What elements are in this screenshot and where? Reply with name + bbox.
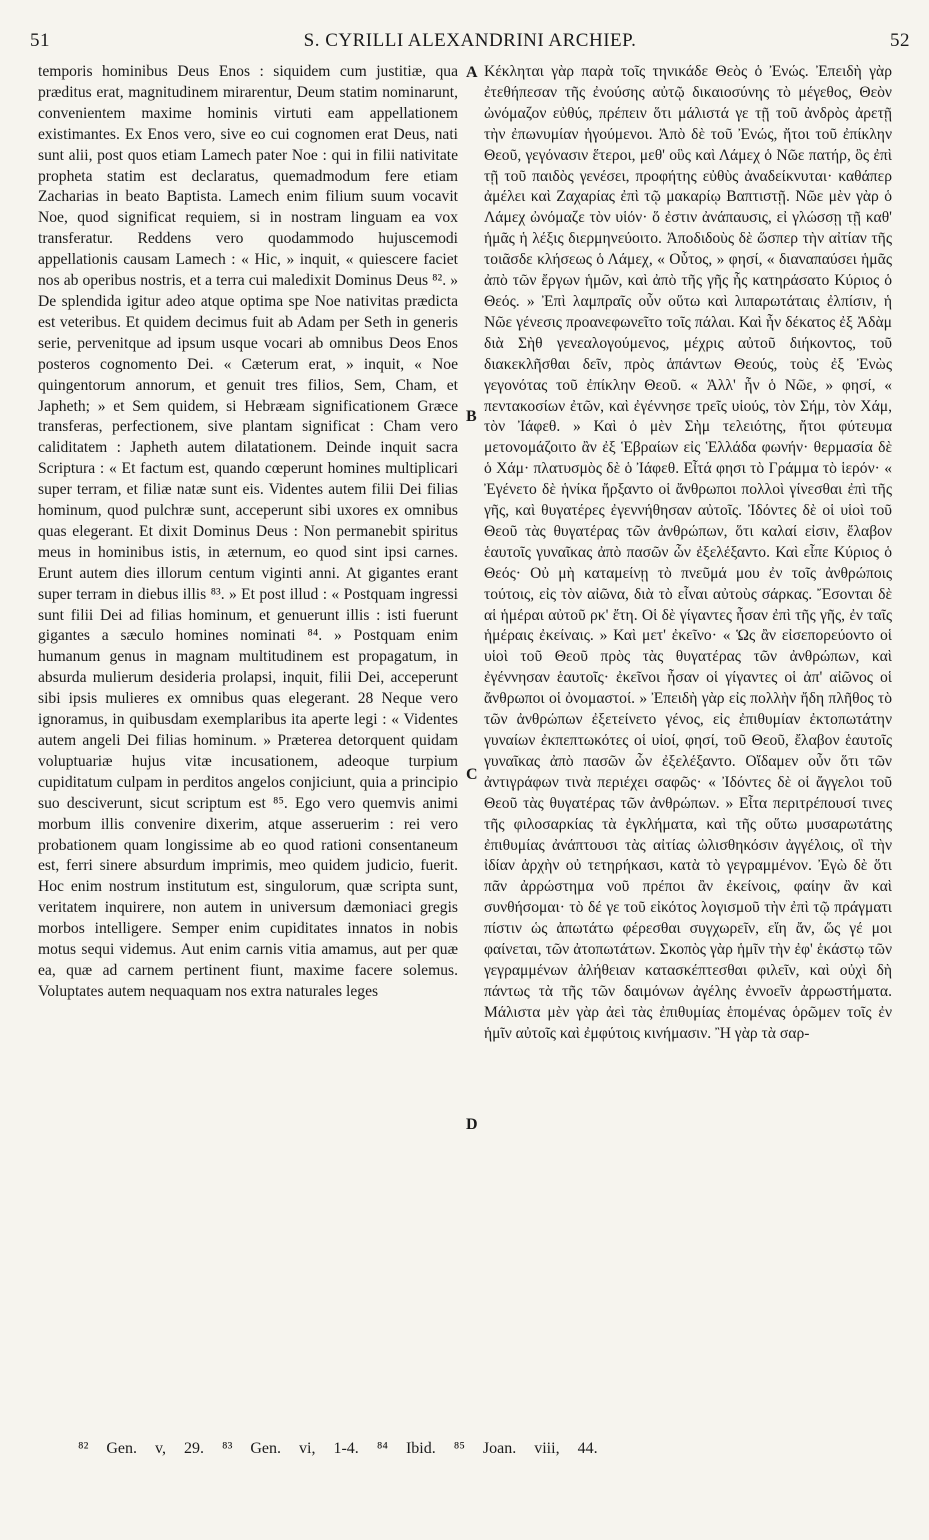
running-title: S. CYRILLI ALEXANDRINI ARCHIEP. [303,30,637,51]
column-marker-d: D [466,1116,478,1133]
greek-text: Κέκληται γὰρ παρὰ τοῖς τηνικάδε Θεὸς ὁ Ἐνώς. Ἐπειδὴ γὰρ ἐτεθήπεσαν τῆς ἐνούσης αὐτῷ δικαιοσύνης τὸ μέγεθος, Θεὸν ὠνόμαζον εὐθύς, πρέπειν ὅτι μάλιστά γε τῇ τοῦ ἀνδρὸς ἀρετῇ τὴν ἐπωνυμίαν ἡγούμενοι. Ἀπὸ δὲ τοῦ Ἐνώς, ἤτοι τοῦ ἐπίκλην Θεοῦ, γεγόνασιν ἕτεροι, μεθ' οὓς καὶ Λάμεχ ὁ Νῶε πατήρ, ὃς ἐπὶ τῇ τοῦ παιδὸς γενέσει, προφήτης εὐθὺς ἀναδείκνυται· καθάπερ ἀμέλει καὶ Ζαχαρίας ἐπὶ τῷ μακαρίῳ Βαπτιστῇ. Νῶε μὲν γὰρ ὁ Λάμεχ ὠνόμαζε τὸν υἱόν· ὅ ἐστιν ἀνάπαυσις, εἰ γλώσσῃ τῇ καθ' ἡμᾶς ἡ λέξις διερμηνεύοιτο. Ἀποδιδοὺς δὲ ὥσπερ τὴν αἰτίαν τῆς τοιᾶσδε κλήσεως ὁ Λάμεχ, « Οὗτος, » φησί, « διαναπαύσει ἡμᾶς ἀπὸ τῶν ἔργων ἡμῶν, καὶ ἀπὸ τῆς γῆς ἧς κατηράσατο Κύριος ὁ Θεός. » Ἐπὶ λαμπραῖς οὖν οὕτω καὶ λιπαρωτάταις ἐλπίσιν, ἡ Νῶε γένεσις προανεφωνεῖτο τοῖς πάλαι. Καὶ ἦν δέκατος ἐξ Ἀδὰμ διὰ Σὴθ γενεαλογούμενος, μέχρις αὐτοῦ διήκοντος, τοῦ διακεκλῆσθαι δεῖν, πρὸς ἁπάντων Θεούς, τοὺς ἐξ Ἐνὼς γεγονότας τοῦ ἐπίκλην Θεοῦ. « Ἀλλ' ἦν ὁ Νῶε, » φησί, « πεντακοσίων ἐτῶν, καὶ ἐγέννησε τρεῖς υἱούς, τὸν Σήμ, τὸν Χάμ, τὸν Ἰάφεθ. » Καὶ ὁ μὲν Σὴμ τελειότης, ἤτοι φύτευμα μετονομάζοιτο ἂν ἐξ Ἑβραίων εἰς Ἑλλάδα φωνήν· θερμασία δὲ ὁ Χάμ· πλατυσμὸς δὲ ὁ Ἰάφεθ. Εἶτά φησι τὸ Γράμμα τὸ ἱερόν· « Ἐγένετο δὲ ἡνίκα ἤρξαντο οἱ ἄνθρωποι πολλοὶ γίνεσθαι ἐπὶ τῆς γῆς, καὶ θυγατέρες ἐγεννήθησαν αὐτοῖς. Ἰδόντες δὲ οἱ υἱοὶ τοῦ Θεοῦ τὰς θυγατέρας τῶν ἀνθρώπων, ὅτι καλαί εἰσιν, ἔλαβον ἑαυτοῖς γυναῖκας ἀπὸ πασῶν ὧν ἐξελέξαντο. Καὶ εἶπε Κύριος ὁ Θεός· Οὐ μὴ καταμείνῃ τὸ πνεῦμά μου ἐν τοῖς ἀνθρώποις τούτοις, εἰς τὸν αἰῶνα, διὰ τὸ εἶναι αὐτοὺς σάρκας. Ἔσονται δὲ αἱ ἡμέραι αὐτοῦ ρκ' ἔτη. Οἱ δὲ γίγαντες ἦσαν ἐπὶ τῆς γῆς, ἐν ταῖς ἡμέραις ἐκείναις. » Καὶ μετ' ἐκεῖνο· « Ὡς ἂν εἰσεπορεύοντο οἱ υἱοὶ τοῦ Θεοῦ πρὸς τὰς θυγατέρας τῶν ἀνθρώπων, καὶ ἐγέννησαν ἑαυτοῖς· ἐκεῖνοι ἦσαν οἱ γίγαντες οἱ ἀπ' αἰῶνος οἱ ἄνθρωποι οἱ ὀνομαστοί. » Ἐπειδὴ γὰρ εἰς πολλὴν ἤδη πλῆθος τὸ τῶν ἀνθρώπων ἐξετείνετο γένος, εἰς ἐπιθυμίαν ἐκτοπωτάτην γυναίων ἐκπεπτωκότες οἱ υἱοί, φησί, τοῦ Θεοῦ, ἔλαβον ἑαυτοῖς γυναῖκας ἀπὸ πασῶν ὧν ἐξελέξαντο. Οἴδαμεν οὖν ὅτι τῶν ἀντιγράφων τινὰ περιέχει σαφῶς· « Ἰδόντες δὲ οἱ ἄγγελοι τοῦ Θεοῦ τὰς θυγατέρας τῶν ἀνθρώπων. » Εἶτα περιτρέπουσί τινες τῆς φιλοσαρκίας τὰ ἐγκλήματα, καὶ τῆς οὕτω μυσαρωτάτης ἐπιθυμίας ἀνάπτουσι τὰς αἰτίας ὠλισθηκόσιν ἀγγέλοις, οἳ τὴν ἰδίαν ἀρχὴν οὐ τετηρήκασι, κατὰ τὸ γεγραμμένον. Ἐγὼ δὲ ὅτι πᾶν ἀρρώστημα νοῦ πρέποι ἂν ἐκείνοις, φαίην ἂν καὶ συνθήσομαι· τὸ δέ γε τοῦ εἰκότος λογισμοῦ τὴν ἐπὶ τῷ πράγματι πίστιν ὡς ἀπωτάτω φέρεσθαι συγχωρεῖν, εἴη ἄν, ὥς γέ μοι φαίνεται, τῶν ἀτοπωτάτων. Σκοπὸς γὰρ ἡμῖν τὴν ἐφ' ἑκάστῳ τῶν γεγραμμένων ἀλήθειαν κατασκέπτεσθαι φιλεῖν, καὶ οὐχὶ δὴ πάντως τὰ τῆς τῶν δαιμόνων ἀγέλης ἐννοεῖν ἀρρωστήματα. Μάλιστα μὲν γὰρ ἀεὶ τὰς ἐπιθυμίας ἑπομένας ὁρῶμεν τοῖς ἐν ἡμῖν αὐτοῖς καὶ ἐμφύτοις κινήμασιν. Ἢ γὰρ τὰ σαρ- [484,63,892,1042]
latin-text: temporis hominibus Deus Enos : siquidem cum justitiæ, qua præditus erat, magnitudinem mirarentur, Deum statim nominarunt, convenientem maxime hominis virtuti eam appellationem existimantes. Ex Enos vero, sive eo cui cognomen erat Deus, nati sunt alii, post quos etiam Lamech pater Noe : qui in filii nativitate propheta statim est declaratus, quemadmodum fere etiam Zacharias in beato Baptista. Lamech enim filium suum vocavit Noe, quod significat requiem, si in nostram linguam ea vox transferatur. Reddens vero quodammodo hujuscemodi appellationis causam Lamech : « Hic, » inquit, « quiescere faciet nos ab operibus nostris, et a terra cui maledixit Dominus Deus ⁸². » De splendida igitur adeo atque optima spe Noe nativitas prædicta est veteribus. Et quidem decimus fuit ab Adam per Seth in generis serie, pervenitque ad ipsum usque vocari ab omnibus Deos Enos posteros cognomento Dei. « Cæterum erat, » inquit, « Noe quingentorum annorum, et genuit tres filios, Sem, Cham, et Japheth; » et Sem quidem, si Hebræam significationem Græce transferas, perfectionem, sive plantam significat : Cham vero caliditatem : Japheth autem dilatationem. Deinde inquit sacra Scriptura : « Et factum est, quando cœperunt homines multiplicari super terram, et filiæ natæ sunt eis. Videntes autem filii Dei filias hominum, quod pulchræ sunt, acceperunt sibi uxores ex omnibus quas elegerant. Et dixit Dominus Deus : Non permanebit spiritus meus in hominibus istis, in æternum, eo quod sint ipsi carnes. Erunt autem dies illorum centum viginti anni. At gigantes erant super terram in diebus illis ⁸³. » Et post illud : « Postquam ingressi sunt filii Dei ad filias hominum, et genuerunt illis : isti fuerunt gigantes a sæculo homines nominati ⁸⁴. » Postquam enim humanum genus in magnam multitudinem est propagatum, in absurda mulierum desideria prolapsi, inquit, filii Dei, acceperunt sibi ipsis mulieres ex omnibus quas elegerant. 28 Neque vero ignoramus, in quibusdam exemplaribus ita aperte legi : « Videntes autem angeli Dei filias hominum. » Præterea detorquent quidam voluptuariæ hujus vitæ incusationem, adeoque turpium cupiditatum culpam in perditos angelos conjiciunt, quia a principio suo desciverunt, sicut scriptum est ⁸⁵. Ego vero quemvis animi morbum illis convenire dixerim, atque asseruerim : rei vero probationem quam longissime ab eo quod rationi consentaneum est, ferri sinere absurdum imprimis, meo quidem judicio, fuerit. Hoc enim nostrum institutum est, singulorum, quæ scripta sunt, veritatem inquirere, non autem in universum dæmoniaci gregis morbos intelligere. Semper enim cupiditates innatos in nobis motus sequi videmus. Aut enim carnis vitia amamus, aut per quæ ea, quæ ad carnem pertinent fiunt, maxime facere solemus. Voluptates autem nequaquam nos extra naturales leges [38,63,458,1000]
footnote: ⁸⁴ Ibid. [376,1440,436,1457]
footnotes [78,1440,778,1458]
footnote: ⁸² Gen. v, 29. [78,1440,204,1457]
page-number-right: 52 [890,30,910,51]
latin-column [38,62,458,1422]
greek-column [484,62,892,1422]
page-number-left: 51 [30,30,50,51]
footnote: ⁸⁵ Joan. viii, 44. [453,1440,598,1457]
column-marker-a: A [466,64,478,81]
running-header [30,30,910,58]
footnote: ⁸³ Gen. vi, 1-4. [222,1440,359,1457]
column-marker-c: C [466,766,478,783]
column-marker-b: B [466,408,477,425]
